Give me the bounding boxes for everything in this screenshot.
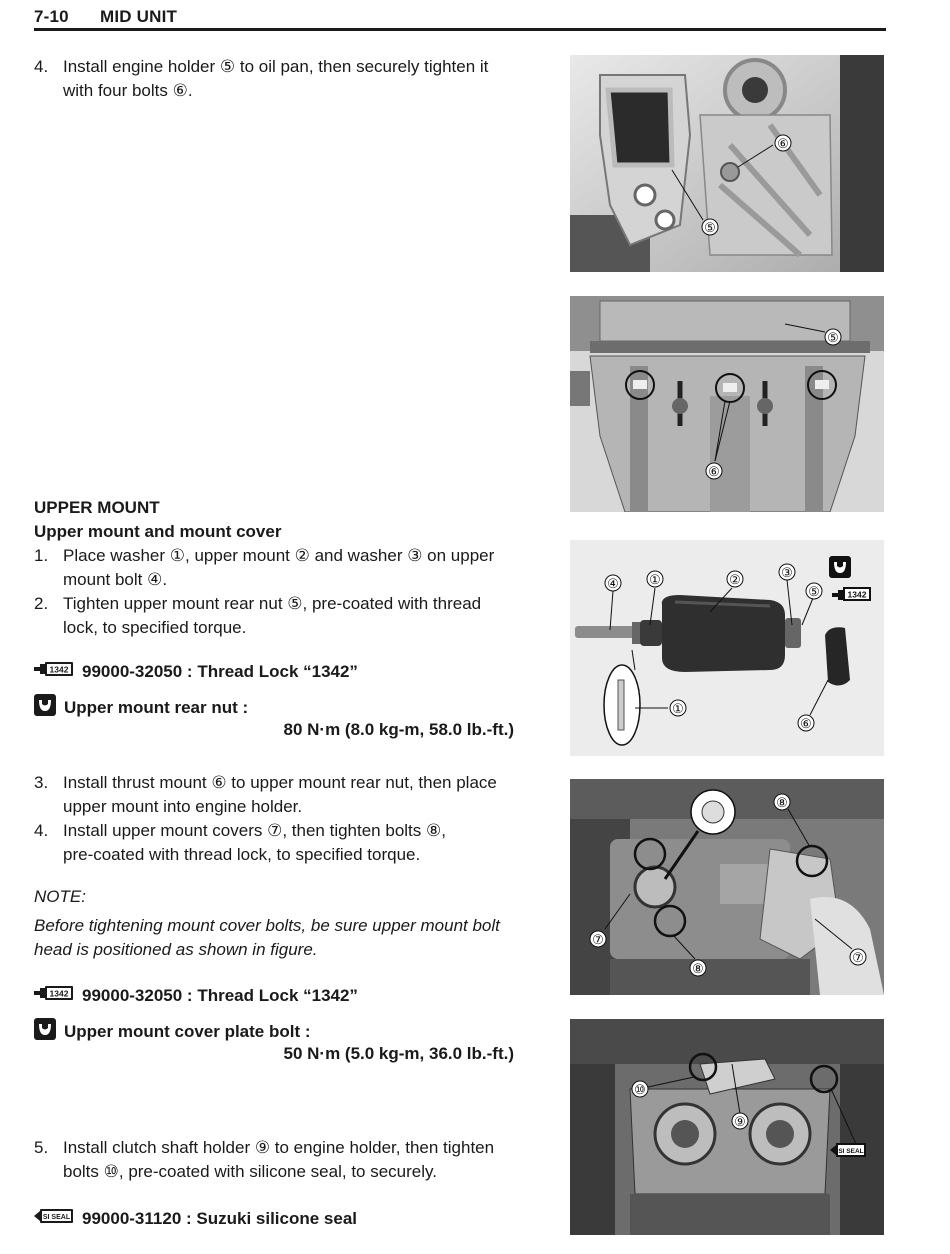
section-subheading: Upper mount and mount cover	[34, 522, 282, 541]
torque-label-text: Upper mount rear nut :	[64, 698, 249, 717]
callout-1: ①	[649, 572, 661, 587]
step-text-line2: upper mount into engine holder.	[63, 797, 303, 816]
step-text-line1: Install thrust mount ⑥ to upper mount rear nut, then place	[63, 773, 497, 792]
step-install-clutch-shaft-holder	[34, 1136, 534, 1184]
torque-wrench-icon	[829, 556, 851, 578]
silicone-seal-icon	[34, 1208, 74, 1230]
thread-lock-spec	[34, 661, 358, 683]
step-install-engine-holder	[34, 55, 534, 103]
torque-value: 80 N·m (8.0 kg-m, 58.0 lb.-ft.)	[283, 720, 514, 739]
svg-text:1342: 1342	[49, 664, 69, 675]
page-header	[34, 6, 886, 31]
svg-text:1342: 1342	[49, 988, 69, 999]
step-number: 1.	[34, 546, 49, 565]
step-text-line2: pre-coated with thread lock, to specified torque.	[63, 845, 421, 864]
callout-3: ③	[781, 565, 793, 580]
torque-wrench-icon	[34, 694, 56, 722]
callout-7a: ⑦	[592, 932, 604, 947]
svg-text:SI SEAL: SI SEAL	[42, 1214, 71, 1221]
step-text-line1: Install upper mount covers ⑦, then tighten bolts ⑧,	[63, 821, 446, 840]
callout-6: ⑥	[777, 136, 789, 151]
step-place-washer	[34, 544, 534, 592]
callout-1b: ①	[672, 701, 684, 716]
note-label: NOTE:	[34, 887, 86, 906]
callout-10: ⑩	[634, 1082, 646, 1097]
callout-7b: ⑦	[852, 950, 864, 965]
step-text-line2: with four bolts ⑥.	[63, 81, 193, 100]
step-number: 4.	[34, 57, 49, 76]
step-install-mount-covers	[34, 819, 534, 867]
torque-wrench-icon	[34, 1018, 56, 1046]
step-text-line1: Install clutch shaft holder ⑨ to engine holder, then tighten	[63, 1138, 495, 1157]
callout-5: ⑤	[827, 330, 839, 345]
callout-6: ⑥	[708, 464, 720, 479]
step-text-line1: Place washer ①, upper mount ② and washer ③ on upper	[63, 546, 495, 565]
callout-2: ②	[729, 572, 741, 587]
torque-spec-label	[34, 694, 248, 722]
thread-lock-text: 99000-32050 : Thread Lock “1342”	[82, 662, 358, 681]
callout-6: ⑥	[800, 716, 812, 731]
photo-mount-covers	[570, 779, 884, 995]
svg-text:1342: 1342	[847, 589, 867, 600]
thread-lock-text: 99000-32050 : Thread Lock “1342”	[82, 986, 358, 1005]
svg-text:SI SEAL: SI SEAL	[838, 1148, 864, 1155]
step-text-line1: Tighten upper mount rear nut ⑤, pre-coated with thread	[63, 594, 482, 613]
thread-lock-icon	[34, 985, 74, 1007]
callout-8a: ⑧	[776, 795, 788, 810]
section-heading: UPPER MOUNT	[34, 498, 160, 517]
callout-9: ⑨	[734, 1114, 746, 1129]
step-install-thrust-mount	[34, 771, 534, 819]
silicone-seal-text: 99000-31120 : Suzuki silicone seal	[82, 1209, 357, 1228]
photo-upper-mount-parts	[570, 540, 884, 756]
torque-spec-label-2	[34, 1018, 311, 1046]
note-text-line2: head is positioned as shown in figure.	[34, 940, 318, 959]
silicone-seal-spec	[34, 1208, 357, 1230]
section-title: MID UNIT	[100, 7, 178, 26]
step-text-line1: Install engine holder ⑤ to oil pan, then securely tighten it	[63, 57, 489, 76]
step-number: 3.	[34, 773, 49, 792]
thread-lock-spec-2	[34, 985, 358, 1007]
step-text-line2: mount bolt ④.	[63, 570, 168, 589]
callout-8b: ⑧	[692, 961, 704, 976]
torque-value-2: 50 N·m (5.0 kg-m, 36.0 lb.-ft.)	[283, 1044, 514, 1063]
step-text-line2: bolts ⑩, pre-coated with silicone seal, to securely.	[63, 1162, 437, 1181]
torque-label-text: Upper mount cover plate bolt :	[64, 1022, 311, 1041]
callout-5: ⑤	[808, 584, 820, 599]
step-number: 4.	[34, 821, 49, 840]
photo-clutch-shaft-holder	[570, 1019, 884, 1235]
step-tighten-nut	[34, 592, 534, 640]
step-number: 2.	[34, 594, 49, 613]
callout-5: ⑤	[704, 220, 716, 235]
step-number: 5.	[34, 1138, 49, 1157]
photo-holder-bolts	[570, 296, 884, 512]
page-number: 7-10	[34, 7, 69, 26]
note-text-line1: Before tightening mount cover bolts, be sure upper mount bolt	[34, 916, 500, 935]
thread-lock-icon	[34, 661, 74, 683]
callout-4: ④	[607, 576, 619, 591]
step-text-line2: lock, to specified torque.	[63, 618, 247, 637]
photo-engine-holder	[570, 55, 884, 272]
